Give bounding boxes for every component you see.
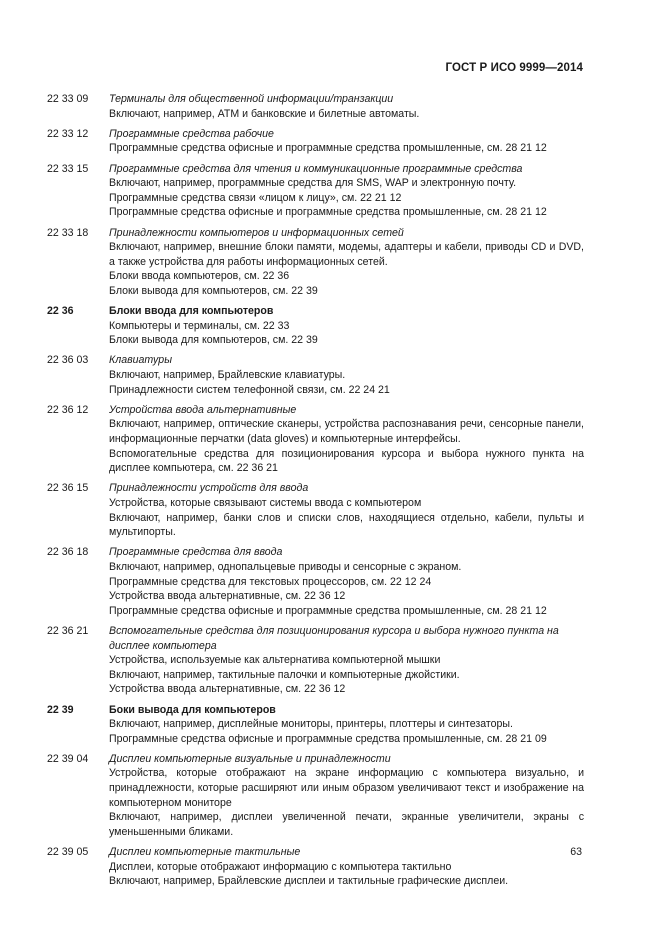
- entry-code: 22 33 09: [47, 93, 89, 105]
- entry-title: Дисплеи компьютерные визуальные и принадлежности: [109, 752, 391, 765]
- entry-body: [109, 624, 584, 697]
- classification-entry: [47, 624, 584, 697]
- classification-list: [47, 92, 584, 894]
- entry-title: Программные средства рабочие: [109, 127, 274, 140]
- entry-body: [109, 304, 584, 348]
- entry-description-line: Программные средства для текстовых процессоров, см. 22 12 24: [109, 575, 432, 588]
- entry-description-line: Программные средства офисные и программные средства промышленные, см. 28 21 12: [109, 604, 547, 617]
- entry-body: [109, 353, 584, 397]
- entry-description-line: Включают, например, однопальцевые приводы и сенсорные с экраном.: [109, 560, 462, 573]
- entry-description-line: Устройства, используемые как альтернатива компьютерной мышки: [109, 654, 441, 667]
- entry-body: [109, 226, 584, 299]
- entry-description-line: Включают, например, АТМ и банковские и билетные автоматы.: [109, 107, 420, 120]
- entry-description-line: Устройства, которые связывают системы ввода с компьютером: [109, 497, 422, 509]
- entry-code: 22 36 03: [47, 354, 89, 367]
- entry-body: [109, 481, 584, 539]
- classification-entry: [47, 162, 584, 220]
- classification-entry: [47, 304, 584, 348]
- entry-description-line: Включают, например, дисплеи увеличенной печати, экранные увеличители, экраны с уменьшенными бликами.: [109, 811, 584, 838]
- entry-code: 22 36 15: [47, 482, 89, 495]
- entry-description-line: Программные средства офисные и программные средства промышленные, см. 28 21 09: [109, 732, 547, 745]
- entry-body: [109, 127, 584, 156]
- entry-title: Принадлежности устройств для ввода: [109, 482, 309, 495]
- entry-description-line: Включают, например, тактильные палочки и компьютерные джойстики.: [109, 668, 460, 681]
- classification-entry: [47, 127, 584, 156]
- entry-body: [109, 403, 584, 476]
- entry-description-line: Включают, например, Брайлевские дисплеи и тактильные графические дисплеи.: [109, 875, 509, 888]
- entry-code: 22 39 04: [47, 752, 89, 765]
- classification-entry: [47, 845, 584, 889]
- entry-body: [109, 545, 584, 618]
- entry-description-line: Включают, например, оптические сканеры, устройства распознавания речи, сенсорные панели, информационные перчатки (data gloves) и компьютерные интерфейсы.: [109, 418, 584, 446]
- classification-entry: [47, 403, 584, 476]
- entry-code: 22 36 12: [47, 403, 89, 416]
- entry-description-line: Компьютеры и терминалы, см. 22 33: [109, 319, 290, 332]
- entry-title: Терминалы для общественной информации/транзакции: [109, 93, 394, 105]
- entry-title: Блоки ввода для компьютеров: [109, 305, 274, 318]
- entry-description-line: Включают, например, банки слов и списки слов, находящиеся отдельно, кабели, пульты и мультипорты.: [109, 511, 584, 539]
- entry-description-line: Программные средства офисные и программные средства промышленные, см. 28 21 12: [109, 142, 547, 155]
- entry-description-line: Принадлежности систем телефонной связи, см. 22 24 21: [109, 383, 390, 396]
- entry-title: Принадлежности компьютеров и информационных сетей: [109, 226, 404, 239]
- entry-title: Программные средства для чтения и коммуникационные программные средства: [109, 162, 523, 175]
- entry-description-line: Включают, например, Брайлевские клавиатуры.: [109, 369, 346, 382]
- entry-body: [109, 845, 584, 889]
- entry-description-line: Устройства, которые отображают на экране информацию с компьютера визуально, и принадлежности, которые расширяют или иным образом увеличивают текст и изображение на компьютерном мониторе: [109, 767, 584, 809]
- classification-entry: [47, 545, 584, 618]
- entry-body: [109, 752, 584, 840]
- classification-entry: [47, 353, 584, 397]
- entry-title: Программные средства для ввода: [109, 546, 283, 559]
- entry-description-line: Вспомогательные средства для позиционирования курсора и выбора нужного пункта на дисплее компьютера, см. 22 36 21: [109, 447, 584, 475]
- entry-description-line: Устройства ввода альтернативные, см. 22 36 12: [109, 683, 346, 696]
- entry-description-line: Включают, например, внешние блоки памяти, модемы, адаптеры и кабели, приводы CD и DVD, а также устройства для работы информационных сетей.: [109, 241, 584, 268]
- entry-description-line: Устройства ввода альтернативные, см. 22 36 12: [109, 590, 346, 603]
- classification-entry: [47, 703, 584, 747]
- document-header: ГОСТ Р ИСО 9999—2014: [445, 62, 583, 74]
- entry-description-line: Включают, например, дисплейные мониторы, принтеры, плоттеры и синтезаторы.: [109, 718, 513, 731]
- entry-title: Дисплеи компьютерные тактильные: [109, 846, 301, 859]
- entry-body: [109, 162, 584, 220]
- entry-code: 22 36 18: [47, 546, 89, 559]
- entry-title: Клавиатуры: [109, 354, 172, 367]
- entry-code: 22 33 18: [47, 226, 89, 239]
- entry-title: Вспомогательные средства для позиционирования курсора и выбора нужного пункта на дисплее компьютера: [109, 624, 559, 652]
- entry-description-line: Программные средства связи «лицом к лицу», см. 22 21 12: [109, 191, 402, 204]
- classification-entry: [47, 752, 584, 840]
- entry-description-line: Блоки вывода для компьютеров, см. 22 39: [109, 334, 318, 347]
- classification-entry: [47, 92, 584, 121]
- page-number: 63: [570, 846, 582, 858]
- entry-code: 22 36: [47, 305, 74, 318]
- entry-code: 22 33 15: [47, 162, 89, 175]
- entry-title: Устройства ввода альтернативные: [109, 403, 297, 416]
- classification-entry: [47, 481, 584, 539]
- entry-code: 22 36 21: [47, 624, 89, 637]
- entry-description-line: Включают, например, программные средства для SMS, WAP и электронную почту.: [109, 177, 517, 190]
- entry-code: 22 33 12: [47, 127, 89, 140]
- entry-title: Боки вывода для компьютеров: [109, 703, 276, 716]
- entry-description-line: Блоки вывода для компьютеров, см. 22 39: [109, 284, 318, 297]
- entry-body: [109, 703, 584, 747]
- entry-description-line: Программные средства офисные и программные средства промышленные, см. 28 21 12: [109, 206, 547, 219]
- entry-code: 22 39 05: [47, 846, 89, 859]
- entry-body: [109, 92, 584, 121]
- entry-description-line: Блоки ввода компьютеров, см. 22 36: [109, 270, 290, 283]
- entry-code: 22 39: [47, 703, 74, 716]
- entry-description-line: Дисплеи, которые отображают информацию с компьютера тактильно: [109, 860, 452, 873]
- classification-entry: [47, 226, 584, 299]
